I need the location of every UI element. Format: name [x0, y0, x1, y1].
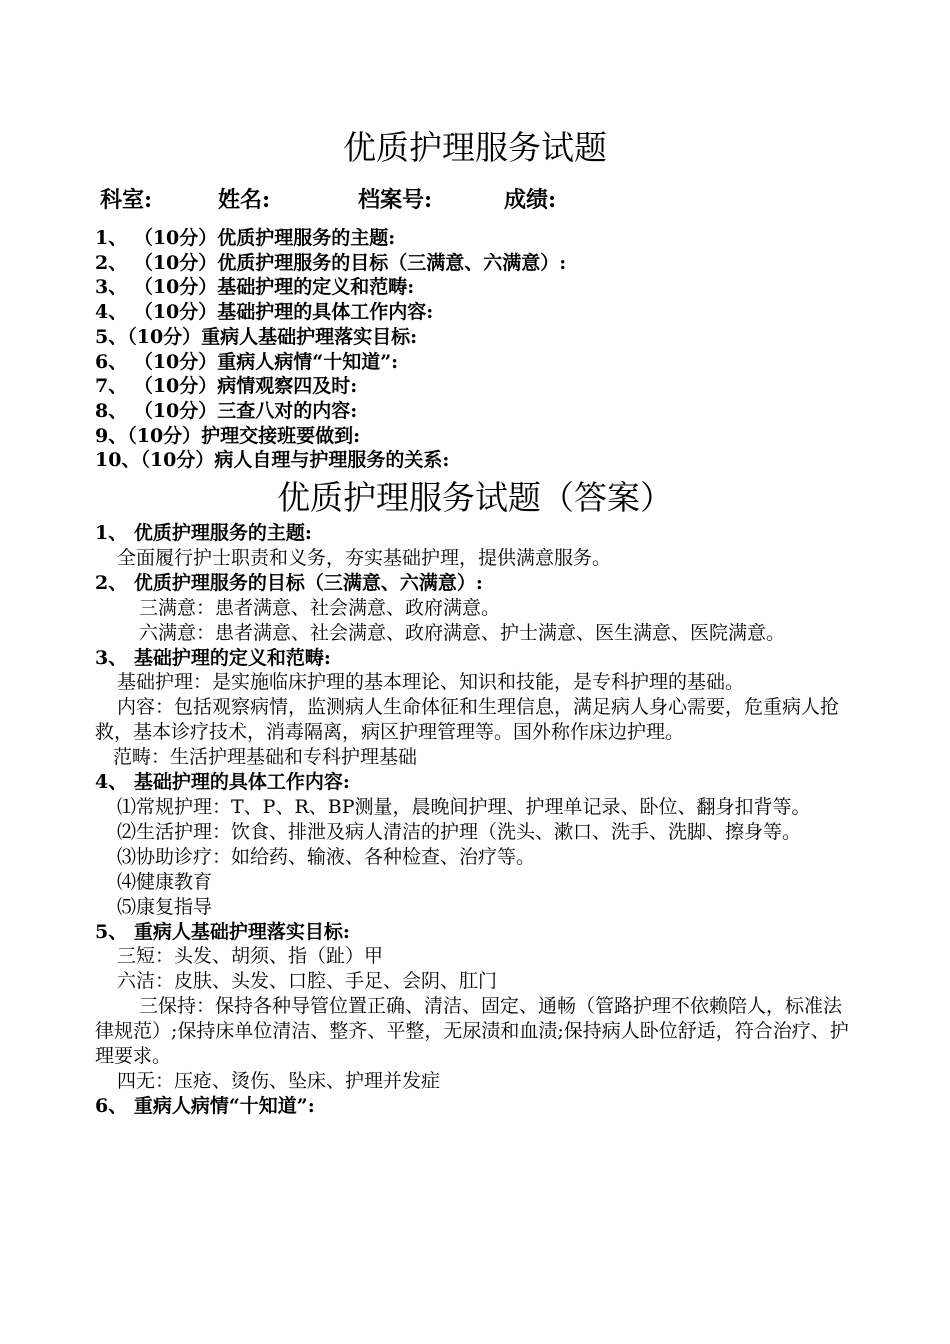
answer-heading-2: 2、 优质护理服务的目标（三满意、六满意）: [95, 571, 483, 594]
question-item: 10、（10分）病人自理与护理服务的关系: [95, 449, 450, 472]
answer-item-routine: ⑴常规护理：T、P、R、BP测量，晨晚间护理、护理单记录、卧位、翻身扣背等。 [117, 795, 811, 818]
answer-heading-4: 4、 基础护理的具体工作内容: [95, 771, 350, 794]
answer-title: 优质护理服务试题（答案） [277, 478, 673, 517]
answer-heading-6: 6、 重病人病情“十知道”: [95, 1094, 315, 1117]
answer-scope: 范畴：生活护理基础和专科护理基础 [113, 746, 418, 769]
dept-field-label: 科室: [100, 187, 153, 213]
answer-heading-3: 3、 基础护理的定义和范畴: [95, 646, 331, 669]
question-item: 8、 （10分）三查八对的内容: [95, 399, 358, 422]
answer-section [95, 521, 860, 1119]
answer-item-education: ⑷健康教育 [117, 870, 213, 893]
question-item: 9、（10分）护理交接班要做到: [95, 424, 361, 447]
file-no-field-label: 档案号: [358, 187, 433, 213]
question-item: 6、 （10分）重病人病情“十知道”: [95, 350, 399, 373]
answer-liu-manyi: 六满意：患者满意、社会满意、政府满意、护士满意、医生满意、医院满意。 [139, 621, 786, 644]
answer-si-wu: 四无：压疮、烫伤、坠床、护理并发症 [117, 1069, 441, 1092]
score-field-label: 成绩: [504, 187, 557, 213]
name-field-label: 姓名: [218, 187, 271, 213]
answer-san-baochi: 三保持：保持各种导管位置正确、清洁、固定、通畅（管路护理不依赖陪人，标准法律规范）;保持床单位清洁、整齐、平整，无尿渍和血渍;保持病人卧位舒适，符合治疗、护理要求。 [95, 995, 849, 1068]
answer-san-duan: 三短：头发、胡须、指（趾）甲 [117, 945, 384, 968]
answer-heading-5: 5、 重病人基础护理落实目标: [95, 920, 350, 943]
answer-text-1: 全面履行护士职责和义务，夯实基础护理，提供满意服务。 [117, 546, 612, 569]
question-item: 1、 （10分）优质护理服务的主题: [95, 227, 396, 249]
answer-item-rehab: ⑸康复指导 [117, 895, 213, 918]
question-item: 7、 （10分）病情观察四及时: [95, 375, 358, 398]
answer-definition: 基础护理：是实施临床护理的基本理论、知识和技能，是专科护理的基础。 [117, 671, 745, 694]
question-item: 5、（10分）重病人基础护理落实目标: [95, 325, 418, 348]
answer-content: 内容：包括观察病情，监测病人生命体征和生理信息，满足病人身心需要，危重病人抢救，基本诊疗技术，消毒隔离，病区护理管理等。国外称作床边护理。 [95, 696, 840, 744]
question-item: 2、 （10分）优质护理服务的目标（三满意、六满意）: [95, 251, 567, 274]
answer-item-assist: ⑶协助诊疗：如给药、输液、各种检查、治疗等。 [117, 845, 536, 868]
question-item: 4、 （10分）基础护理的具体工作内容: [95, 301, 434, 324]
answer-heading-1: 1、 优质护理服务的主题: [95, 522, 312, 544]
page-title: 优质护理服务试题 [343, 128, 607, 167]
question-list [95, 226, 566, 473]
answer-san-manyi: 三满意：患者满意、社会满意、政府满意。 [139, 596, 501, 619]
answer-liu-jie: 六洁：皮肤、头发、口腔、手足、会阴、肛门 [117, 970, 498, 993]
answer-item-daily-care: ⑵生活护理：饮食、排泄及病人清洁的护理（洗头、漱口、洗手、洗脚、擦身等。 [117, 820, 802, 843]
question-item: 3、 （10分）基础护理的定义和范畴: [95, 276, 415, 299]
